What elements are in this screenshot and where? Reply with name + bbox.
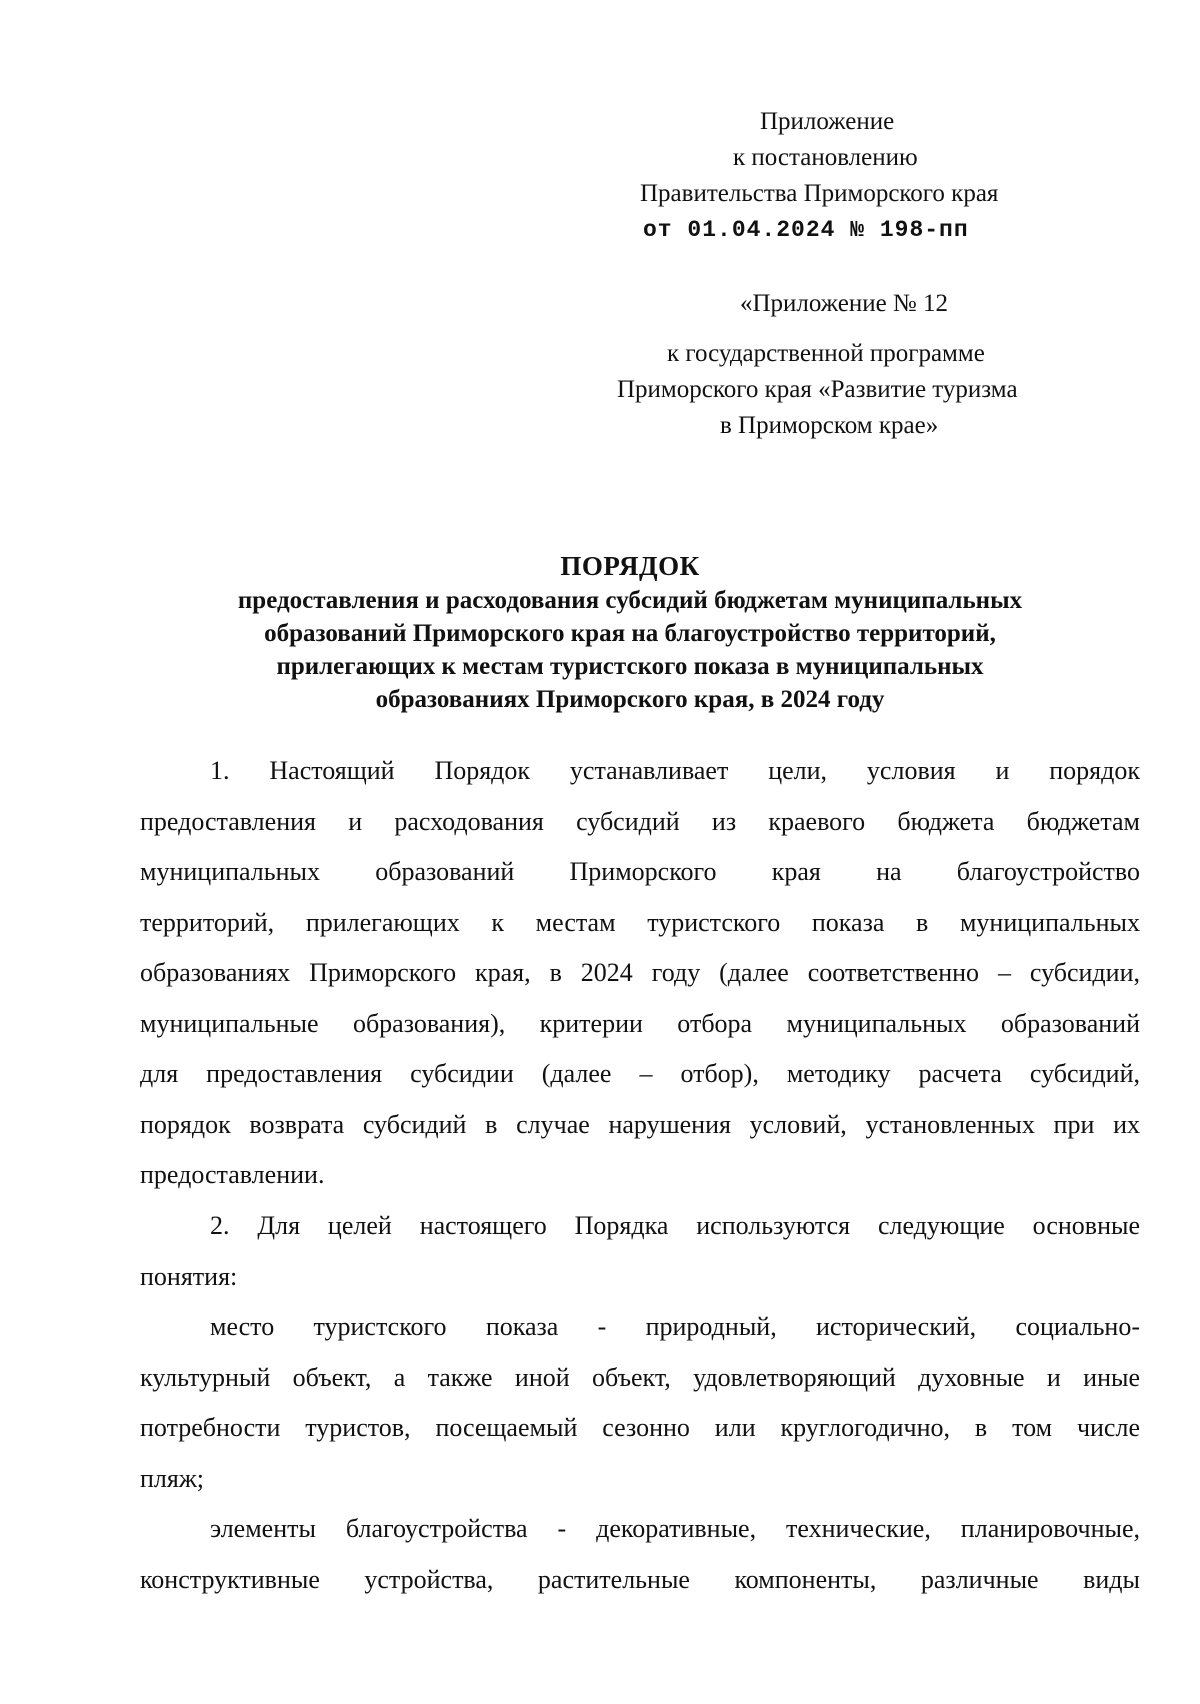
annex-program-ref: к государственной программе	[667, 340, 985, 367]
paragraph-3	[140, 1302, 1140, 1504]
title-line-4: образованиях Приморского края, в 2024 году	[375, 686, 885, 713]
paragraph-line: образованиях Приморского края, в 2024 году (далее соответственно – субсидии,	[140, 958, 1140, 987]
title-line-1: предоставления и расходования субсидий бюджетам муниципальных	[237, 587, 1023, 614]
paragraph-line: понятия:	[140, 1261, 238, 1291]
paragraph-line: культурный объект, а также иной объект, удовлетворяющий духовные и иные	[140, 1362, 1140, 1392]
paragraph-line: пляж;	[140, 1463, 205, 1493]
paragraph-line: муниципальные образования), критерии отбора муниципальных образований	[140, 1008, 1140, 1038]
paragraph-line: место туристского показа - природный, исторический, социально-	[210, 1312, 1140, 1341]
appendix-label: Приложение	[760, 108, 895, 135]
appendix-date-number: от 01.04.2024 № 198-пп	[643, 217, 969, 243]
annex-program-title: Приморского края «Развитие туризма	[617, 376, 1018, 403]
paragraph-line: предоставлении.	[140, 1160, 325, 1189]
paragraph-line: муниципальных образований Приморского края на благоустройство	[140, 857, 1140, 886]
paragraph-line: элементы благоустройства - декоративные, технические, планировочные,	[210, 1514, 1140, 1543]
paragraph-line: порядок возврата субсидий в случае нарушения условий, установленных при их	[140, 1109, 1140, 1139]
paragraph-line: территорий, прилегающих к местам туристского показа в муниципальных	[140, 907, 1140, 937]
annex-program-title-end: в Приморском крае»	[720, 412, 939, 439]
paragraph-line: предоставления и расходования субсидий из краевого бюджета бюджетам	[140, 806, 1140, 836]
title-main: ПОРЯДОК	[560, 551, 700, 581]
paragraph-line: 2. Для целей настоящего Порядка используются следующие основные	[210, 1211, 1140, 1240]
paragraph-line: для предоставления субсидии (далее – отбор), методику расчета субсидий,	[140, 1059, 1140, 1088]
paragraph-2	[140, 1201, 1140, 1302]
document-title	[130, 548, 1130, 716]
title-line-2: образований Приморского края на благоустройство территорий,	[264, 620, 996, 647]
paragraph-line: конструктивные устройства, растительные компоненты, различные виды	[140, 1564, 1140, 1594]
annex-number: «Приложение № 12	[740, 290, 949, 317]
paragraph-line: потребности туристов, посещаемый сезонно или круглогодично, в том числе	[140, 1413, 1140, 1442]
appendix-government: Правительства Приморского края	[640, 180, 999, 207]
paragraph-line: 1. Настоящий Порядок устанавливает цели, условия и порядок	[210, 756, 1140, 785]
title-line-3: прилегающих к местам туристского показа в муниципальных	[276, 653, 984, 680]
paragraph-4	[140, 1504, 1140, 1605]
appendix-resolution-ref: к постановлению	[733, 144, 918, 171]
paragraph-1	[140, 746, 1140, 1201]
